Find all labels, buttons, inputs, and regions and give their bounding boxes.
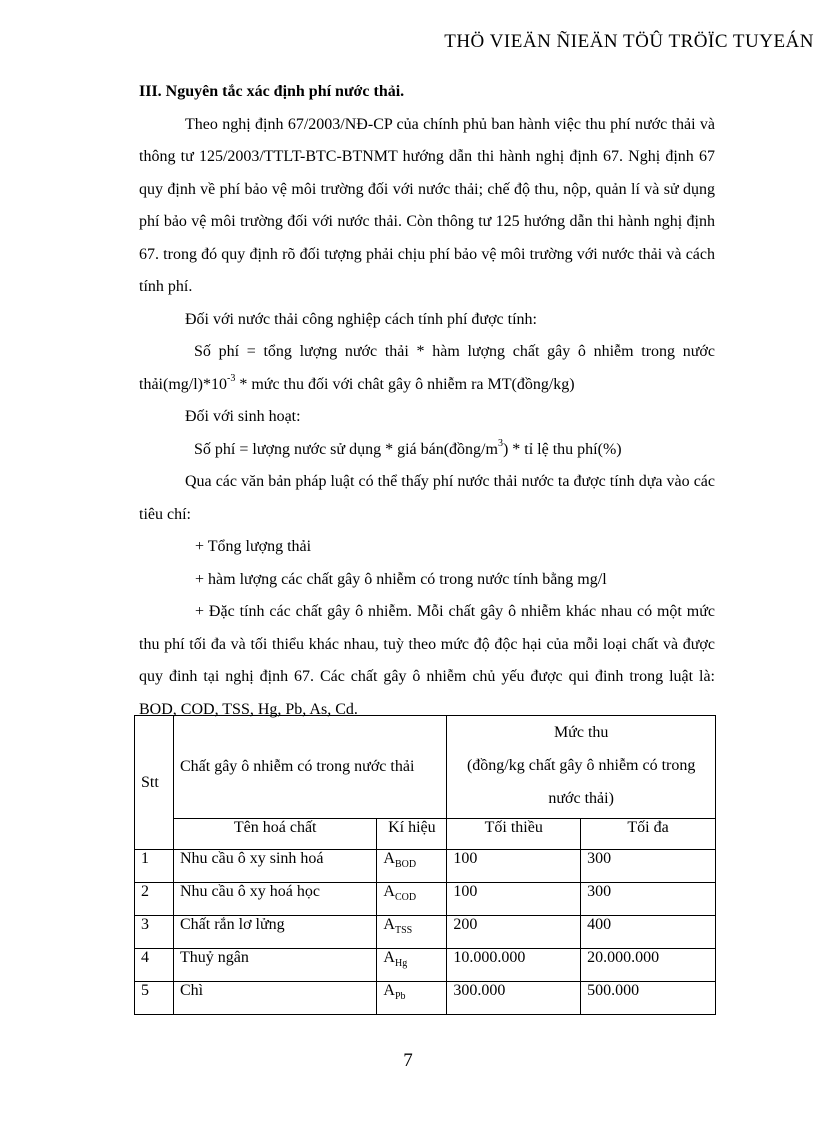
row-max: 300 xyxy=(581,883,716,916)
symbol-subscript: TSS xyxy=(394,925,413,937)
row-max: 400 xyxy=(581,916,716,949)
header-rate-line-3: nước thải) xyxy=(548,790,614,807)
page-number: 7 xyxy=(403,1050,413,1071)
table-row xyxy=(135,916,716,949)
symbol-base: A xyxy=(383,949,395,966)
formula-industrial xyxy=(139,336,715,401)
table-header-row xyxy=(135,716,716,819)
formula-domestic-part-a: Số phí = lượng nước sử dụng * giá bán(đồng/m xyxy=(194,440,498,458)
header-max: Tối đa xyxy=(581,819,716,850)
table-row xyxy=(135,850,716,883)
header-rate-line-2: (đồng/kg chất gây ô nhiễm có trong xyxy=(466,757,696,774)
symbol-subscript: Hg xyxy=(394,958,408,970)
row-stt: 3 xyxy=(135,916,174,949)
fee-table xyxy=(134,715,716,1015)
row-symbol xyxy=(377,883,447,916)
header-pollutant: Chất gây ô nhiễm có trong nước thải xyxy=(173,716,446,819)
row-min: 10.000.000 xyxy=(447,949,581,982)
table-row xyxy=(135,883,716,916)
paragraph-decree: Theo nghị định 67/2003/NĐ-CP của chính phủ ban hành việc thu phí nước thải và thông tư 125/2003/TTLT-BTC-BTNMT hướng dẫn thi hành nghị định 67. Nghị định 67 quy định về phí bảo vệ môi trường đối với nước thải; chế độ thu, nộp, quản lí và sử dụng phí bảo vệ môi trường đối với nước thải. Còn thông tư 125 hướng dẫn thi hành nghị định 67. trong đó quy định rõ đối tượng phải chịu phí bảo vệ môi trường với nước thải và cách tính phí. xyxy=(139,115,715,295)
header-brand: THÖ VIEÄN ÑIEÄN TÖÛ TRÖÏC TUYEÁN xyxy=(444,31,814,52)
symbol-base: A xyxy=(383,916,395,933)
row-chemical-name: Nhu cầu ô xy sinh hoá xyxy=(173,850,376,883)
table-subheader-row xyxy=(135,819,716,850)
row-chemical-name: Thuỷ ngân xyxy=(173,949,376,982)
symbol-base: A xyxy=(383,883,395,900)
row-min: 100 xyxy=(447,883,581,916)
criteria-item-characteristics: + Đặc tính các chất gây ô nhiễm. Mỗi chất gây ô nhiễm khác nhau có một mức thu phí tối đa và tối thiểu khác nhau, tuỳ theo mức độ độc hại của mỗi loại chất và được quy đinh tại nghị định 67. Các chất gây ô nhiễm chủ yếu được qui đinh trong luật là: BOD, COD, TSS, Hg, Pb, As, Cd. xyxy=(139,603,715,718)
criteria-item-concentration: + hàm lượng các chất gây ô nhiễm có trong nước tính bằng mg/l xyxy=(195,570,607,588)
header-chemical-name: Tên hoá chất xyxy=(173,819,376,850)
symbol-subscript: BOD xyxy=(394,859,417,871)
header-min: Tối thiều xyxy=(447,819,581,850)
paragraph-criteria: Qua các văn bản pháp luật có thể thấy phí nước thải nước ta được tính dựa vào các tiêu chí: xyxy=(139,473,715,523)
section-title: III. Nguyên tắc xác định phí nước thải. xyxy=(139,83,405,100)
row-stt: 2 xyxy=(135,883,174,916)
formula-domestic-part-b: ) * tỉ lệ thu phí(%) xyxy=(502,440,622,458)
document-body xyxy=(139,76,715,726)
row-symbol xyxy=(377,850,447,883)
header-rate xyxy=(447,716,716,819)
formula-domestic-exponent: 3 xyxy=(497,438,503,450)
table-row xyxy=(135,949,716,982)
symbol-subscript: Pb xyxy=(394,991,406,1003)
paragraph-domestic: Đối với sinh hoạt: xyxy=(185,408,301,425)
criteria-item-total: + Tổng lượng thải xyxy=(195,538,312,555)
header-symbol: Kí hiệu xyxy=(377,819,447,850)
table-row xyxy=(135,982,716,1015)
row-max: 500.000 xyxy=(581,982,716,1015)
row-chemical-name: Chất rắn lơ lửng xyxy=(173,916,376,949)
row-min: 100 xyxy=(447,850,581,883)
symbol-base: A xyxy=(383,850,395,867)
formula-industrial-part-b: * mức thu đối với chât gây ô nhiễm ra MT(đồng/kg) xyxy=(235,375,575,393)
row-symbol xyxy=(377,949,447,982)
row-symbol xyxy=(377,982,447,1015)
row-stt: 5 xyxy=(135,982,174,1015)
row-symbol xyxy=(377,916,447,949)
row-max: 20.000.000 xyxy=(581,949,716,982)
formula-industrial-exponent: -3 xyxy=(226,373,236,385)
header-rate-line-1: Mức thu xyxy=(553,724,609,741)
symbol-subscript: COD xyxy=(394,892,417,904)
formula-domestic xyxy=(139,434,715,467)
paragraph-industrial: Đối với nước thải công nghiệp cách tính phí được tính: xyxy=(185,310,537,328)
row-stt: 4 xyxy=(135,949,174,982)
row-min: 200 xyxy=(447,916,581,949)
symbol-base: A xyxy=(383,982,395,999)
header-stt: Stt xyxy=(135,716,174,850)
row-min: 300.000 xyxy=(447,982,581,1015)
row-max: 300 xyxy=(581,850,716,883)
formula-industrial-part-a: Số phí = tổng lượng nước thải * hàm lượng chất gây ô nhiễm trong nước thải(mg/l)*10 xyxy=(139,343,715,393)
row-chemical-name: Chì xyxy=(173,982,376,1015)
row-chemical-name: Nhu cầu ô xy hoá học xyxy=(173,883,376,916)
row-stt: 1 xyxy=(135,850,174,883)
